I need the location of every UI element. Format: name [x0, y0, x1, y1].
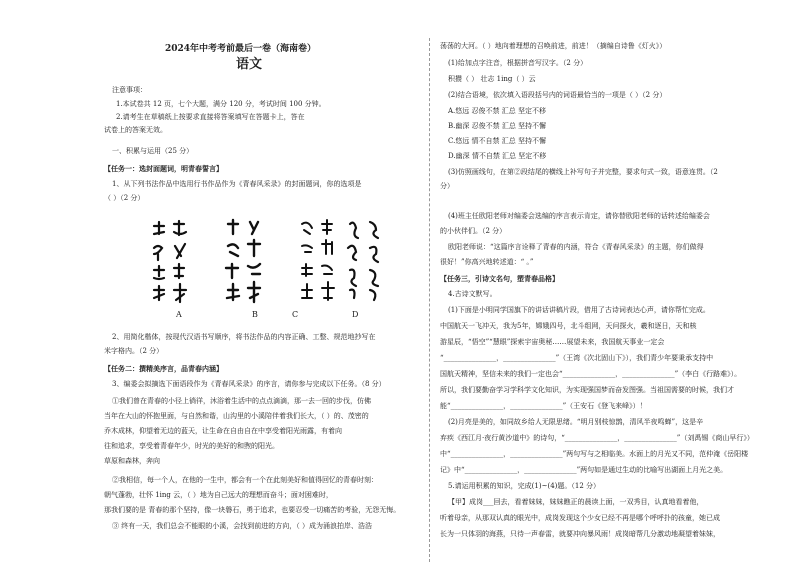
paragraph-line: ①我们曾在青春的小径上徜徉，沐浴着生活中的点点滴滴，那一去一回的步伐，仿佛 [112, 397, 371, 405]
right-line: 分） [440, 182, 454, 190]
right-line: 所以，我们要勤奋学习学科学文化知识，为实现强国梦而奋发图强。当祖国需要的时候，我们才 [440, 386, 734, 394]
right-line: 4.古诗文默写。 [448, 290, 497, 298]
calligraphy-d-image [342, 218, 390, 306]
notice-1: 1.本试卷共 12 页，七个大题，满分 120 分，考试时间 100 分钟。 [116, 100, 326, 108]
question-1: 1、从下列书法作品中选用行书作品作为《青春风采录》的封面题词，你的选项是 [112, 180, 362, 188]
right-line: (2)月亮是美的，如同故乡给人无限思绪。“明月别枝惊鹊，清风半夜鸣蝉”，这是辛 [448, 418, 704, 426]
paragraph-line: 草原和森林，奔向 [104, 457, 160, 465]
question-2-points: 米字格内。（2 分） [104, 347, 164, 355]
right-line: 国航天精神，坚信未来的我们一定也会“_______________，_______________”（李白《行路难》）。 [440, 370, 742, 378]
paragraph-line: 乔木成林，仰望着无边的蓝天，让生命在自由自在中享受着阳光雨露，有着向 [104, 427, 342, 435]
right-line: 长为一只体羽的海燕，只待一声春雷，就要冲向暴风雨！成岗暗帮几分激动地凝望着妹妹， [440, 530, 720, 538]
option-a: A.悠远 忍俊不禁 汇总 坚定不移 [448, 107, 546, 115]
question-5: 5.请运用积累的知识，完成(1)~(4)题。（12 分） [448, 482, 601, 490]
task-2-heading: 【任务二：撰精美序言，品青春内涵】 [104, 364, 223, 373]
option-label-b: B [252, 310, 258, 319]
subject-title: 语文 [236, 57, 263, 72]
right-line: 很好！”你高兴地转述道：“ 。” [440, 258, 534, 266]
right-line: 听着母亲，从那双认真的眼光中，成岗发现这个少女已经不再是哪个呼呼扑的孩童，她已成 [440, 514, 720, 522]
notice-3: 试卷上的答案无效。 [104, 126, 167, 134]
paragraph-line: 那我们要的是 青春的那个坚持，像一块磐石，勇于追求，也要忍受一切痛苦的考验，无怨无悔。 [104, 506, 401, 514]
paragraph-line: ③ 终有一天，我们总会不能眼的小溪，会找到前进的方向，（ ）成为涌浪拍岸、浩浩 [112, 522, 372, 530]
right-line: “_______________，_______________”（王湾《次北固山下》），我们青少年要秉承支持中 [440, 354, 714, 362]
option-c: C.悠远 情不自禁 汇总 坚持不懈 [448, 137, 547, 145]
calligraphy-b-image [222, 218, 270, 306]
paragraph-line: ②我相信，每一个人，在他的一生中，都会有一个在此刻美好和值得回忆的青春时刻： [112, 476, 378, 484]
section-1-heading: 一、积累与运用（25 分） [112, 147, 194, 155]
right-line: 【甲】成岗___回去，看着妹妹，妹妹瞧正的晨读上面，一双秀目，认真地看着他， [448, 498, 704, 506]
right-line: 游星辰，“悟空”“慧眼”探索宇宙奥秘……展望未来，我国航天事业一定会 [440, 338, 665, 346]
right-line: (1)给加点字注音，根据拼音写汉字。（2 分） [448, 59, 588, 67]
notice-title: 注意事项： [112, 86, 147, 94]
option-label-a: A [176, 310, 182, 319]
right-line: 记》中“_______________，_______________”两句如是通过生动的比喻写出湖面上月光之美。 [440, 466, 728, 474]
right-line: (2)结合语境，依次填入语段括号内的词语最恰当的一项是（ ）（2 分） [448, 91, 667, 99]
question-1-choice: （ ）（2 分） [104, 194, 145, 202]
option-label-d: D [352, 310, 359, 319]
option-b: B.幽深 忍俊不禁 汇总 坚持不懈 [448, 122, 547, 130]
paragraph-line: 往和追求，享受着青春年少，时光的美好的和煦的阳光。 [104, 442, 279, 450]
exam-title: 2024年中考考前最后一卷（海南卷） [165, 44, 317, 54]
task-3-heading: 【任务三，引诗文名句，塑青春品格】 [440, 274, 559, 283]
option-d: D.幽深 情不自禁 汇总 坚定不移 [448, 152, 547, 160]
question-2: 2、用简化楷体，按现代汉语书写顺序，将书法作品的内容正确、工整、规范地抄写在 [112, 333, 376, 341]
right-line: 弃疾《西江月·夜行黄沙道中》的诗句，“_______________，_______________”（刘禹锡《商山早行》） [440, 434, 754, 442]
right-line: (4)班主任欧阳老师对编委会选编的序言表示肯定，请你替欧阳老师的话转述给编委会 [448, 212, 710, 220]
right-line: 欧阳老师说：“这篇序言诠释了青春的内涵，符合《青春风采录》的主题，你们做得 [448, 243, 704, 251]
paragraph-line: 朝气蓬勃，壮怀 1ing 云，（ ）地为自己远大的理想而奋斗；面对困难时， [104, 491, 333, 499]
question-3: 3、编委会拟摘选下面语段作为《青春风采录》的序言，请你参与完成以下任务。（8 分） [112, 380, 386, 388]
notice-2: 2.请考生在草稿纸上按要求直接将答案填写在答题卡上，答在 [116, 113, 305, 121]
right-line: 中“_______________，_______________”两句写与之相临美。水面上的月光又不同，范仲淹《岳阳楼 [440, 450, 749, 458]
option-label-c: C [292, 310, 299, 319]
right-line: 荡荡的大河。（ ）地向着理想的召唤前进，前进！（摘编自诗鲁《灯火》） [440, 42, 667, 50]
right-line: 积攒（ ） 壮志 1ing（ ）云 [448, 75, 536, 83]
column-divider [429, 38, 430, 562]
task-1-heading: 【任务一：选封面题词，明青春誓言】 [104, 164, 223, 173]
right-line: (1)下面是小明同学国旗下的讲话讲稿片段，借用了古诗词表达心声，请你帮忙完成。 [448, 306, 710, 314]
right-line: 中国航天一飞冲天，我为5年，嫦娥四号，北斗组网，天问探火，羲和逐日，天和核 [440, 322, 697, 330]
right-line: 能“_______________，_______________”（王安石《登飞来峰》）！ [440, 402, 647, 410]
calligraphy-a-image [148, 218, 196, 306]
calligraphy-c-image [296, 218, 344, 306]
paragraph-line: 当年在大山的怀抱里面，与自然和谐，山沟里的小溪陪伴着我们长大，（ ）的、茂密的 [104, 412, 369, 420]
right-line: (3)仿照画线句，在第②段结尾的横线上补写句子并完整，要求句式一致，语意连贯。（2 [448, 168, 718, 176]
right-line: 的小伙伴们。（2 分） [440, 227, 507, 235]
